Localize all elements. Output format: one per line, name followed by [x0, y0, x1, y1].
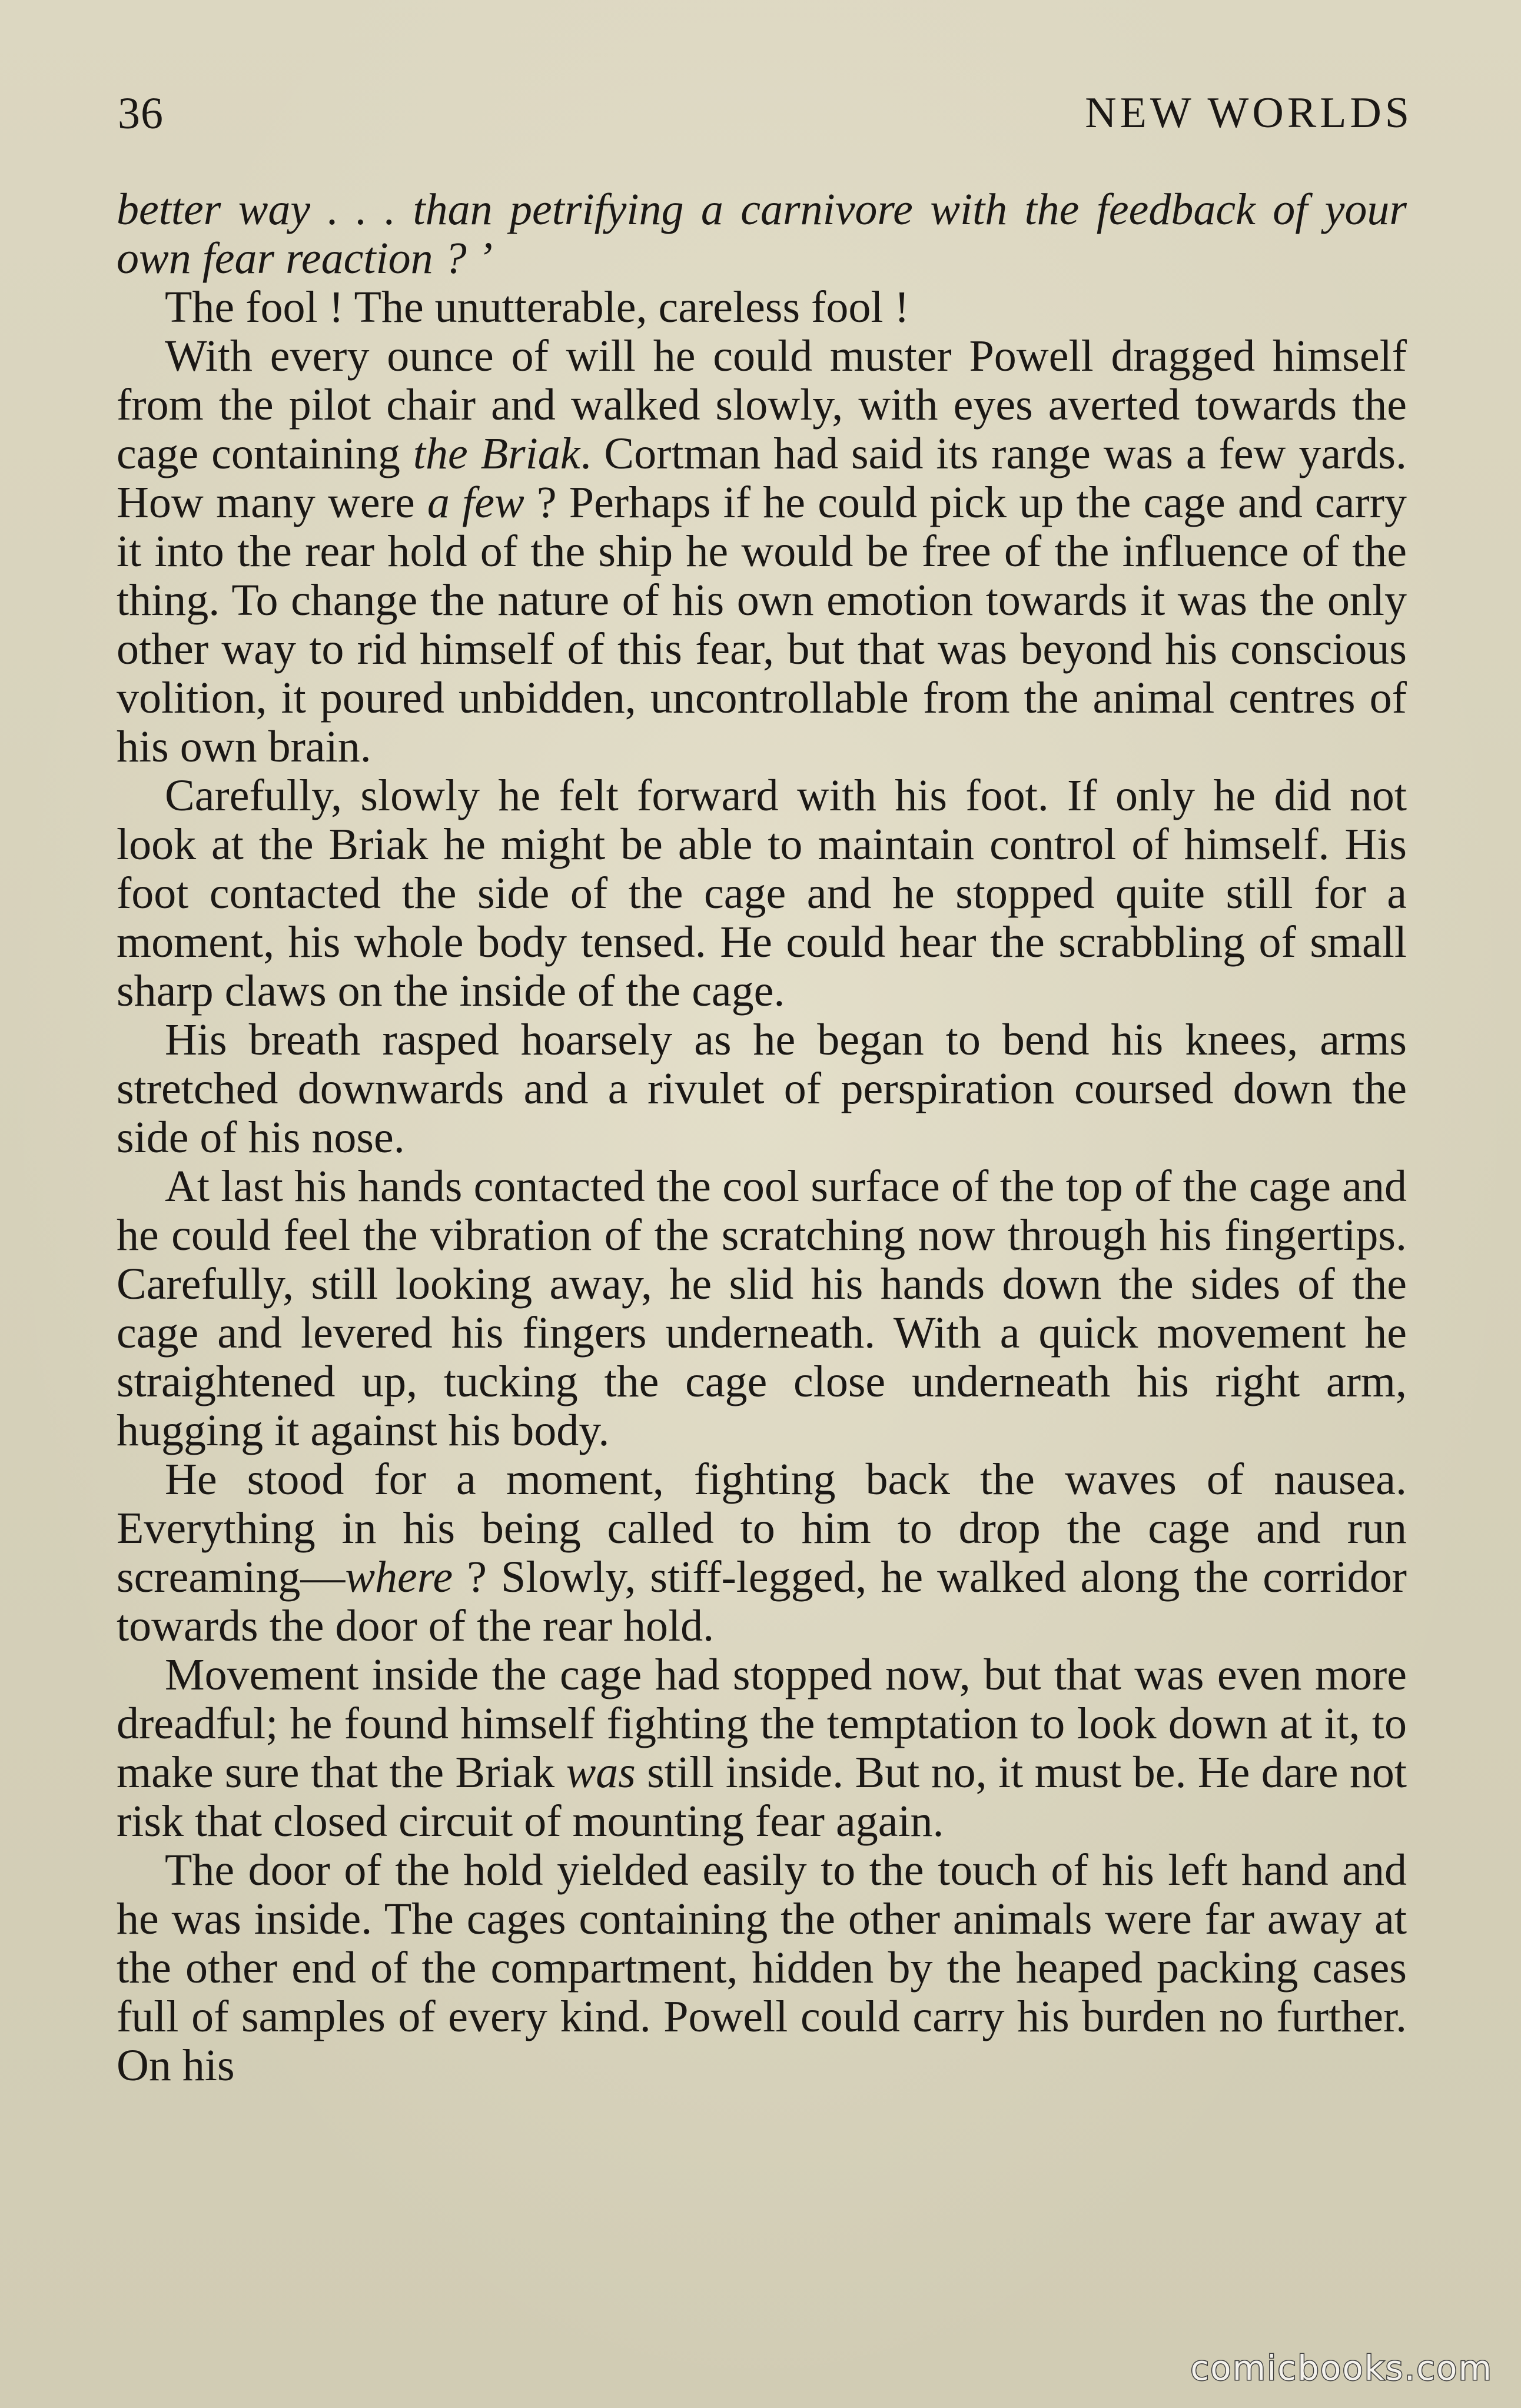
paragraph: His breath rasped hoarsely as he began to bend his knees, arms stretched downwards and a rivulet of perspiration coursed down the side of his nose. — [117, 1015, 1407, 1162]
page-number: 36 — [118, 89, 164, 138]
italic-text: was — [566, 1748, 636, 1797]
paragraph: The fool ! The unutterable, careless fool ! — [165, 282, 909, 332]
paragraph — [117, 1651, 1407, 1846]
running-head: NEW WORLDS — [1085, 89, 1413, 137]
paragraph-text: He stood for a moment, fighting back the waves of nausea. Everything in his being called to him to drop the cage and run screaming— — [117, 1455, 1407, 1602]
italic-text: where — [345, 1552, 453, 1602]
paragraph-text: With every ounce of will he could muster Powell dragged himself from the pilot chair and walked slowly, with eyes averted towards the cage containing — [117, 331, 1407, 478]
site-watermark: comicbooks.com — [1190, 2348, 1493, 2388]
paragraph — [117, 332, 1407, 771]
paragraph-text: ? Perhaps if he could pick up the cage and carry it into the rear hold of the ship he would be free of the influence of the thing. To change the nature of his own emotion towards it was the only other way to rid himself of this fear, but that was beyond his conscious volition, it poured unbidden, uncontrollable from the animal centres of his own brain. — [117, 478, 1407, 771]
paragraph-continued: better way . . . than petrifying a carnivore with the feedback of your own fear reaction ? ’ — [117, 185, 1407, 283]
italic-text: the Briak — [413, 429, 580, 478]
paragraph — [117, 1455, 1407, 1651]
page-header — [118, 88, 1413, 153]
paragraph: The door of the hold yielded easily to the touch of his left hand and he was inside. The cages containing the other animals were far away at the other end of the compartment, hidden by the heaped packing cases full of samples of every kind. Powell could carry his burden no further. On his — [117, 1845, 1407, 2090]
paragraph: Carefully, slowly he felt forward with his foot. If only he did not look at the Briak he might be able to maintain control of himself. His foot contacted the side of the cage and he stopped quite still for a moment, his whole body tensed. He could hear the scrabbling of small sharp claws on the inside of the cage. — [117, 771, 1407, 1016]
paragraph-text: ? Slowly, stiff-legged, he walked along the corridor towards the door of the rear hold. — [117, 1552, 1407, 1651]
paragraph-text: Movement inside the cage had stopped now, but that was even more dreadful; he found himself fighting the temptation to look down at it, to make sure that the Briak — [117, 1650, 1407, 1797]
paragraph: At last his hands contacted the cool surface of the top of the cage and he could feel the vibration of the scratching now through his fingertips. Carefully, still looking away, he slid his hands down the sides of the cage and levered his fingers underneath. With a quick movement he straightened up, tucking the cage close underneath his right arm, hugging it against his body. — [117, 1162, 1407, 1455]
body-text — [117, 185, 1407, 2090]
paragraph-text: still inside. But no, it must be. He dare not risk that closed circuit of mounting fear again. — [117, 1748, 1407, 1846]
italic-text: a few — [427, 478, 524, 527]
paragraph-text: . Cortman had said its range was a few yards. How many were — [117, 429, 1407, 527]
